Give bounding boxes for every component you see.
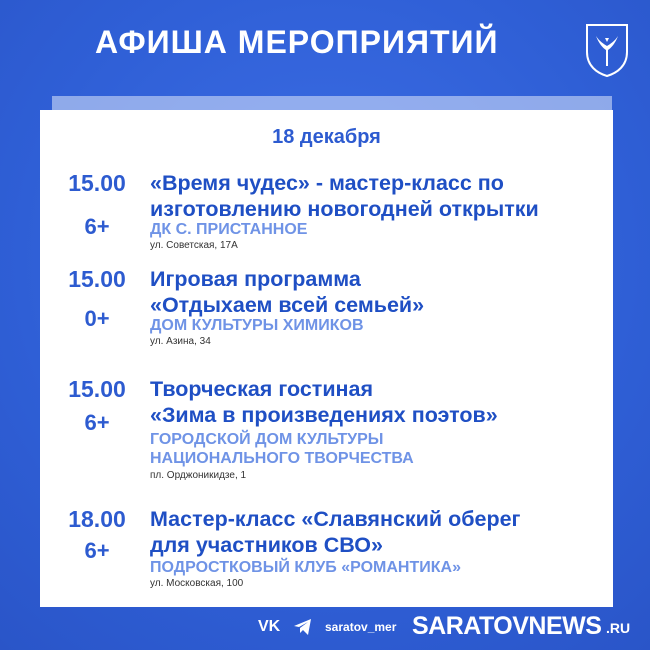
age-rating: 6+ (84, 538, 110, 563)
event-title: «Время чудес» - мастер-класс по изготовлению новогодней открытки (150, 171, 539, 221)
age-rating: 0+ (84, 306, 110, 331)
events-card (40, 110, 613, 607)
page-title: АФИША МЕРОПРИЯТИЙ (95, 24, 499, 60)
site-name[interactable]: SARATOVNEWS (412, 612, 602, 640)
event-venue: ДОМ КУЛЬТУРЫ ХИМИКОВ (150, 317, 364, 334)
event-time: 15.00 (68, 376, 126, 402)
event-title: Игровая программа «Отдыхаем всей семьей» (150, 267, 425, 317)
event-address: ул. Московская, 100 (150, 578, 244, 589)
event-time: 15.00 (68, 170, 126, 196)
footer (0, 612, 650, 642)
event-address: ул. Советская, 17А (150, 240, 238, 251)
social-handle[interactable]: saratov_mer (325, 620, 397, 634)
event-venue: ДК С. ПРИСТАННОЕ (150, 221, 308, 238)
event-title: Мастер-класс «Славянский оберег для участников СВО» (150, 507, 521, 557)
event-title: Творческая гостиная «Зима в произведениях поэтов» (150, 377, 498, 427)
age-rating: 6+ (84, 410, 110, 435)
age-rating: 6+ (84, 214, 110, 239)
event-venue: ПОДРОСТКОВЫЙ КЛУБ «РОМАНТИКА» (150, 559, 461, 576)
telegram-icon[interactable] (292, 616, 314, 638)
event-address: пл. Орджоникидзе, 1 (150, 470, 247, 481)
event-venue: ГОРОДСКОЙ ДОМ КУЛЬТУРЫ НАЦИОНАЛЬНОГО ТВОРЧЕСТВА (150, 431, 414, 467)
site-tld: .RU (606, 620, 631, 636)
event-time: 15.00 (68, 266, 126, 292)
event-address: ул. Азина, 34 (150, 336, 211, 347)
saratov-emblem-icon (584, 22, 630, 78)
event-date: 18 декабря (272, 126, 381, 148)
event-time: 18.00 (68, 506, 126, 532)
vk-icon[interactable]: VK (258, 618, 281, 635)
